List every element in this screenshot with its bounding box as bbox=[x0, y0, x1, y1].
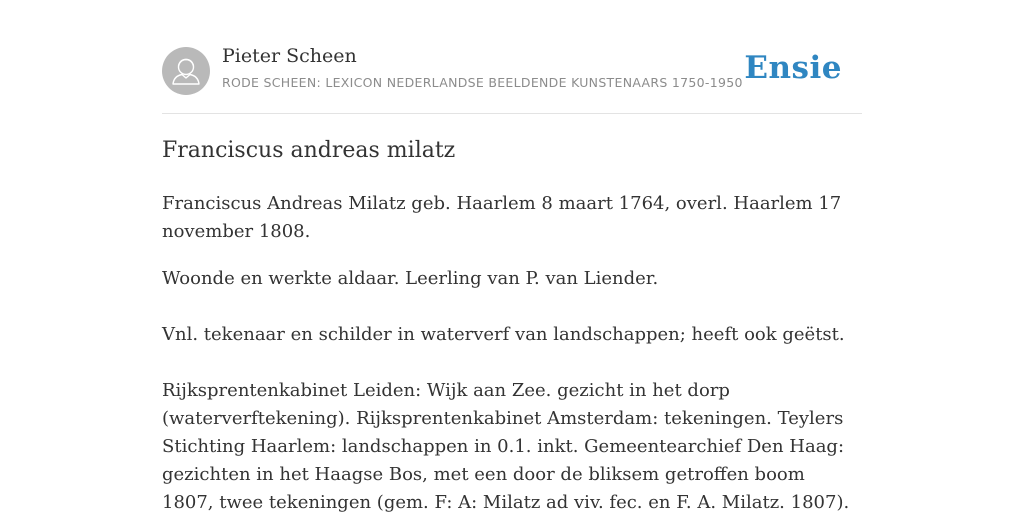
article-paragraph: Woonde en werkte aldaar. Leerling van P. van Liender. bbox=[162, 268, 659, 289]
article-paragraph: Rijksprentenkabinet Leiden: Wijk aan Zee. gezicht in het dorp (waterverftekening). Rijksprentenkabinet Amsterdam: tekeningen. Teylers Stichting Haarlem: landschappen in 0.1. inkt. Gemeentearchief Den Haag: gezichten in het Haagse Bos, met een door de bliksem getroffen boom 1807, twee tekeningen (gem. F: A: Milatz ad viv. fec. en F. A. Milatz. 1807). bbox=[162, 380, 850, 512]
source-title[interactable]: RODE SCHEEN: LEXICON NEDERLANDSE BEELDENDE KUNSTENAARS 1750-1950 bbox=[222, 75, 743, 90]
user-silhouette-icon bbox=[162, 47, 210, 95]
brand-logo[interactable]: Ensie bbox=[744, 50, 842, 86]
article-body bbox=[162, 190, 862, 512]
article-title: Franciscus andreas milatz bbox=[162, 138, 456, 163]
article-paragraph: Franciscus Andreas Milatz geb. Haarlem 8 maart 1764, overl. Haarlem 17 november 1808. bbox=[162, 193, 842, 242]
user-avatar-icon[interactable] bbox=[162, 47, 210, 95]
article-card bbox=[162, 0, 862, 512]
author-name[interactable]: Pieter Scheen bbox=[222, 45, 357, 67]
article-paragraph: Vnl. tekenaar en schilder in waterverf van landschappen; heeft ook geëtst. bbox=[162, 324, 845, 345]
article-header bbox=[162, 0, 862, 114]
